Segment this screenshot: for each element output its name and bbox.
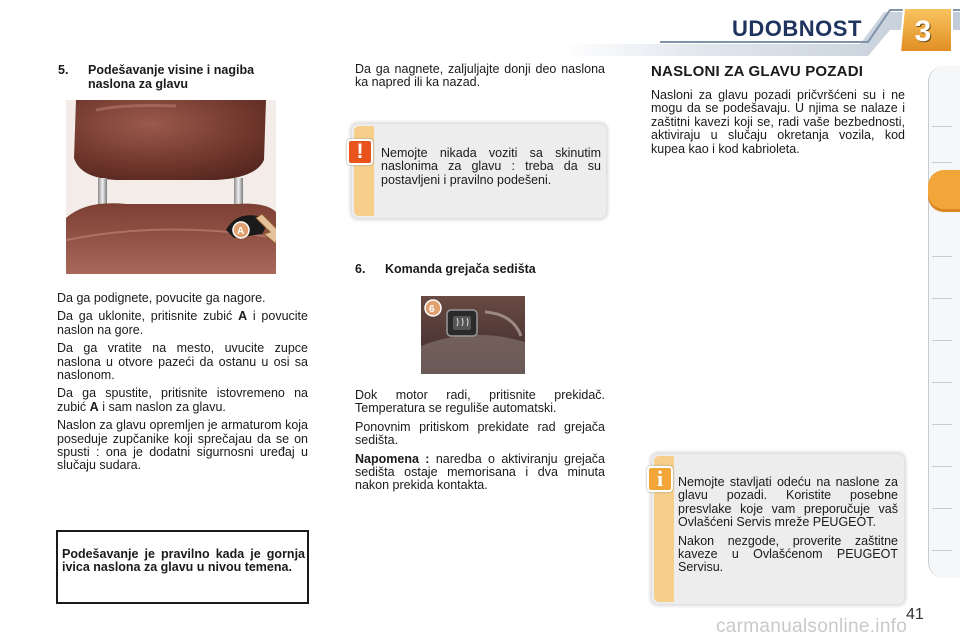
middle-body xyxy=(355,389,605,498)
paragraph: Nemojte stavljati odeću na naslone za glavu pozadi. Koristite posebne presvlake koje vam preporučuje vaš Ovlašćeni Servis mreže PEUGEOT. xyxy=(678,475,898,530)
section-number: 5. xyxy=(58,63,69,77)
page-number: 41 xyxy=(906,606,924,623)
paragraph: Ponovnim pritiskom prekidate rad grejača sedišta. xyxy=(355,419,605,448)
paragraph: Da ga uklonite, pritisnite zubić A i povucite naslon na gore. xyxy=(57,309,308,337)
paragraph: Napomena : naredba o aktiviranju grejača sedišta ostaje memorisana i dva minuta nakon prekida kontakta. xyxy=(355,451,605,493)
tab-track xyxy=(928,66,960,578)
tab-divider xyxy=(932,508,952,509)
section-6-heading xyxy=(355,262,605,276)
rear-headrests-title: NASLONI ZA GLAVU POZADI xyxy=(651,63,864,80)
section-number: 6. xyxy=(355,262,366,276)
paragraph: Dok motor radi, pritisnite prekidač. Temperatura se reguliše automatski. xyxy=(355,388,605,416)
warning-text: Nemojte nikada voziti sa skinutim naslonima za glavu : treba da su postavljeni i pravilno podešeni. xyxy=(381,146,601,187)
tab-divider xyxy=(932,466,952,467)
note-text: Podešavanje je pravilno kada je gornja ivica naslona za glavu u nivou temena. xyxy=(62,547,305,575)
headrest-photo xyxy=(66,100,276,274)
tab-divider xyxy=(932,256,952,257)
paragraph: Naslon za glavu opremljen je armaturom koja poseduje zupčanike koji sprečajau da se on spusti : ona je dodatni sigurnosni uređaj u slučaju sudara. xyxy=(57,418,308,473)
left-body xyxy=(57,292,308,478)
tab-divider xyxy=(932,382,952,383)
middle-intro: Da ga nagnete, zaljuljajte donji deo naslona ka napred ili ka nazad. xyxy=(355,62,605,90)
paragraph: Da ga podignete, povucite ga nagore. xyxy=(57,291,266,305)
tab-divider xyxy=(932,162,952,163)
info-text xyxy=(678,476,898,580)
section-title: Komanda grejača sedišta xyxy=(385,262,536,276)
chapter-tabs xyxy=(928,66,960,578)
tab-active-chapter[interactable] xyxy=(928,170,960,212)
tab-divider xyxy=(932,424,952,425)
paragraph: Nakon nezgode, proverite zaštitne kaveze u Ovlašćenom PEUGEOT Servisu. xyxy=(678,533,898,575)
tab-divider xyxy=(932,340,952,341)
tab-divider xyxy=(932,298,952,299)
paragraph: Da ga spustite, pritisnite istovremeno na zubić A i sam naslon za glavu. xyxy=(57,386,308,414)
section-title-line1: Podešavanje visine i nagiba xyxy=(88,63,255,77)
paragraph: Da ga vratite na mesto, uvucite zupce naslona u otvore pazeći da ostanu u osi sa naslonom. xyxy=(57,341,308,383)
watermark: carmanualsonline.info xyxy=(716,616,908,637)
photo-label-a: A xyxy=(237,226,245,237)
tab-divider xyxy=(932,126,952,127)
rear-headrests-body: Nasloni za glavu pozadi pričvršćeni su i ne mogu da se podešavaju. U njima se nalaze i zaštitni kavezi koji se, radi vaše bezbednosti, aktiviraju u slučaju okretanja vozila, kod kupea kao i kod kabrioleta. xyxy=(651,88,905,156)
photo-label-6: 6 xyxy=(429,304,435,315)
section-title-line2: naslona za glavu xyxy=(88,77,189,91)
section-5-heading xyxy=(58,63,318,91)
page-title: UDOBNOST xyxy=(732,16,862,41)
warning-icon: ! xyxy=(347,139,373,165)
info-icon: i xyxy=(647,466,673,492)
chapter-number: 3 xyxy=(914,15,932,48)
seat-heater-photo xyxy=(421,296,525,374)
tab-divider xyxy=(932,550,952,551)
